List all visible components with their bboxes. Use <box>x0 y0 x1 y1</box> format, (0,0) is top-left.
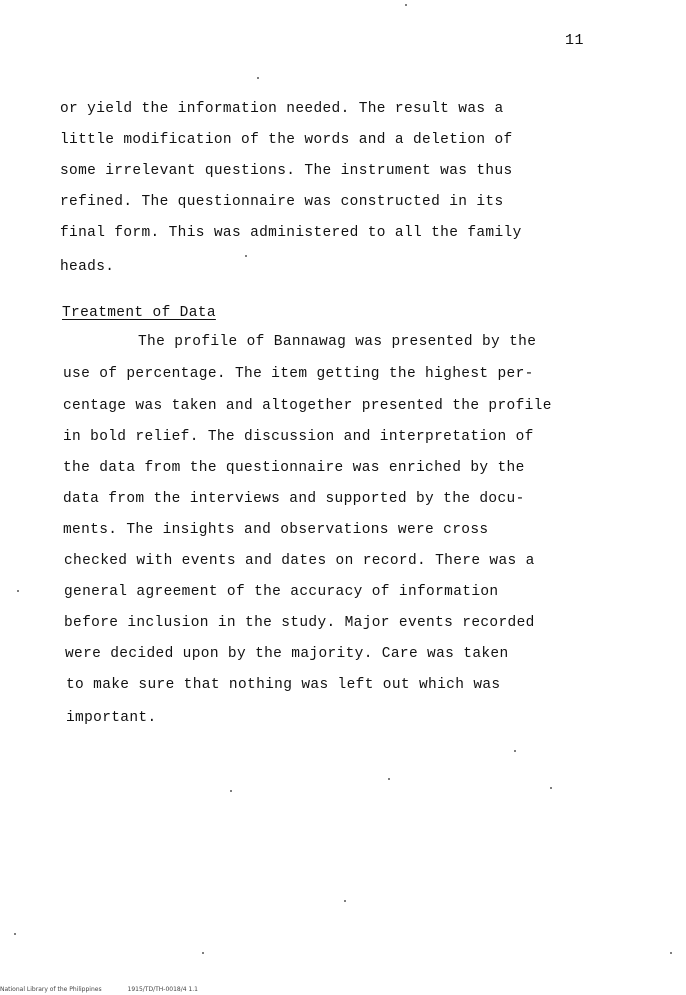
footer-code: 1915/TD/TH-0018/4 1.1 <box>127 986 198 993</box>
footer-library: National Library of the Philippines <box>0 986 102 993</box>
scan-speck <box>257 77 259 79</box>
text-line: to make sure that nothing was left out which was <box>66 677 501 693</box>
scan-speck <box>230 790 232 792</box>
footer-watermark <box>0 986 222 993</box>
text-line: final form. This was administered to all the family <box>60 225 522 241</box>
text-line: some irrelevant questions. The instrument was thus <box>60 163 513 179</box>
text-line: use of percentage. The item getting the highest per- <box>63 366 534 382</box>
scan-speck <box>17 590 19 592</box>
scan-speck <box>405 4 407 6</box>
text-line: little modification of the words and a deletion of <box>60 132 513 148</box>
section-heading: Treatment of Data <box>62 305 216 321</box>
text-line: centage was taken and altogether presented the profile <box>63 398 552 414</box>
text-line: important. <box>66 710 157 726</box>
text-line: heads. <box>60 259 115 275</box>
scan-speck <box>14 933 16 935</box>
text-line: before inclusion in the study. Major events recorded <box>64 615 535 631</box>
scan-speck <box>245 255 247 257</box>
scan-speck <box>514 750 516 752</box>
text-line: The profile of Bannawag was presented by the <box>138 334 537 350</box>
scan-speck <box>550 787 552 789</box>
text-line: ments. The insights and observations were cross <box>63 522 489 538</box>
text-line: checked with events and dates on record. There was a <box>64 553 535 569</box>
page-number: 11 <box>565 32 585 49</box>
scan-speck <box>670 952 672 954</box>
scan-speck <box>202 952 204 954</box>
text-line: refined. The questionnaire was constructed in its <box>60 194 504 210</box>
scan-speck <box>388 778 390 780</box>
text-line: the data from the questionnaire was enriched by the <box>63 460 525 476</box>
text-line: or yield the information needed. The result was a <box>60 101 504 117</box>
text-line: were decided upon by the majority. Care was taken <box>65 646 509 662</box>
text-line: in bold relief. The discussion and interpretation of <box>63 429 534 445</box>
text-line: general agreement of the accuracy of information <box>64 584 499 600</box>
scan-speck <box>344 900 346 902</box>
text-line: data from the interviews and supported by the docu- <box>63 491 525 507</box>
